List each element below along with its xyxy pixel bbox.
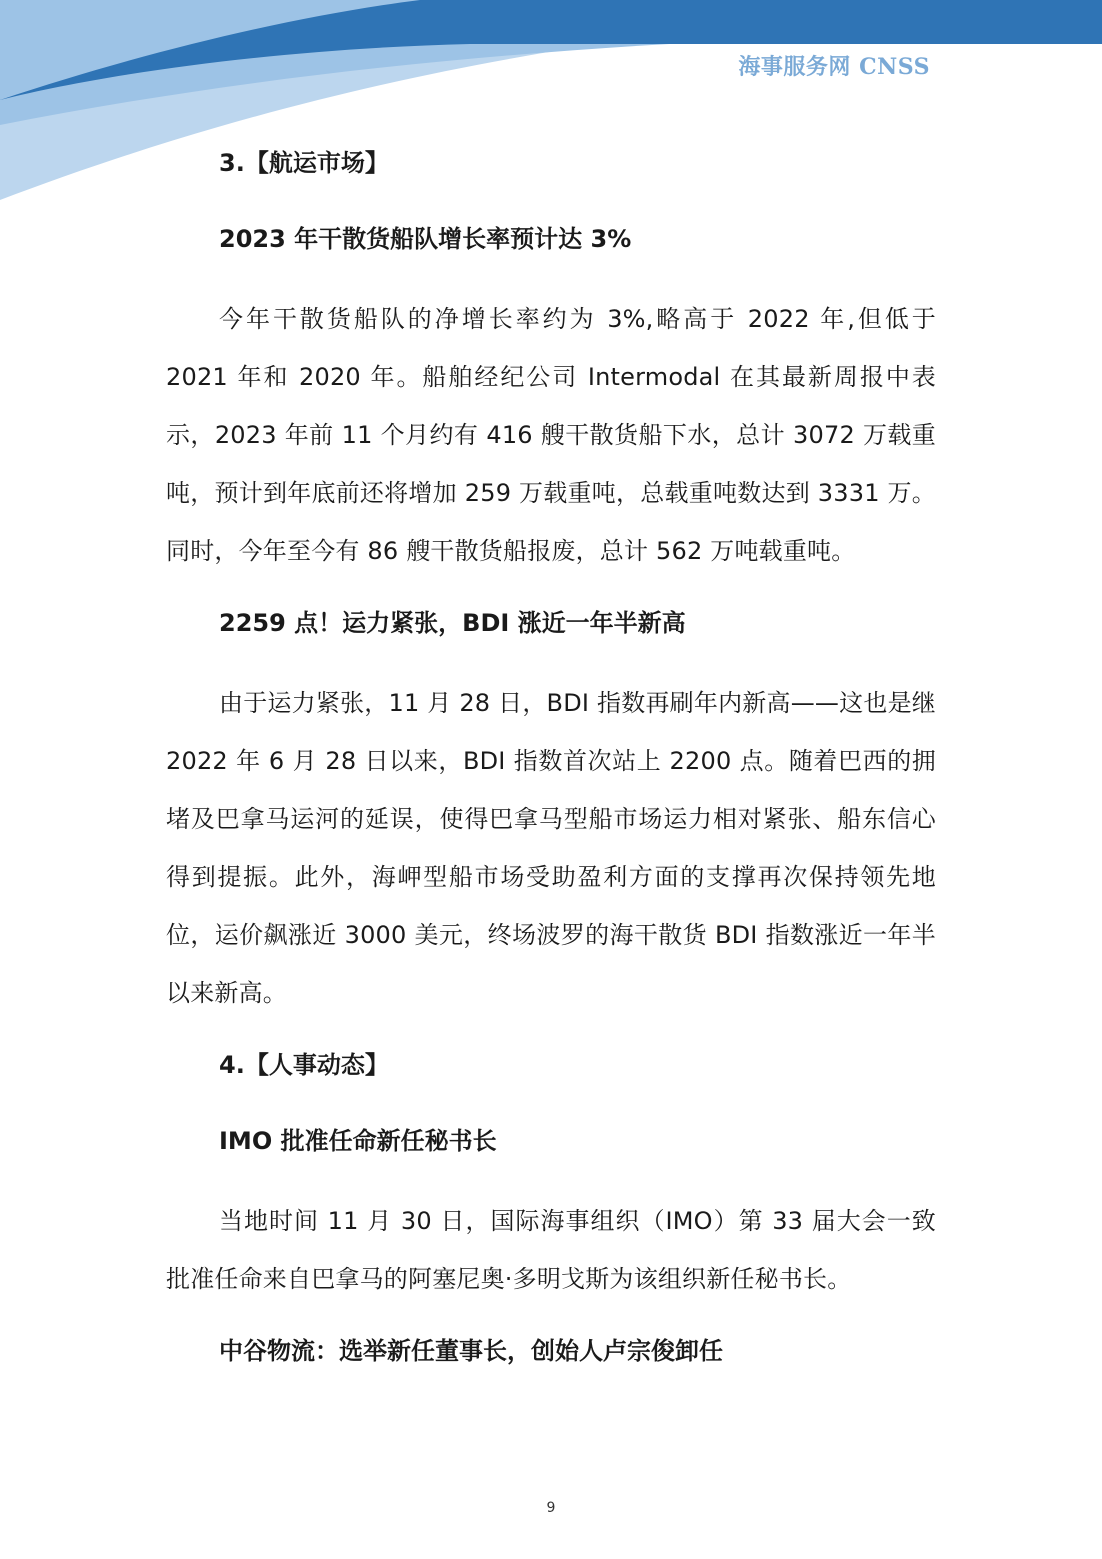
document-body	[166, 138, 936, 1402]
page-number: 9	[546, 1500, 556, 1516]
article-title: IMO 批准任命新任秘书长	[219, 1127, 497, 1155]
article-paragraph: 今年干散货船队的净增长率约为 3%,略高于 2022 年,但低于 2021 年和 2020 年。船舶经纪公司 Intermodal 在其最新周报中表示，2023 年前 11 个月约有 416 艘干散货船下水，总计 3072 万载重吨，预计到年底前还将增加 259 万载重吨，总载重吨数达到 3331 万。同时，今年至今有 86 艘干散货船报废，总计 562 万吨载重吨。	[166, 305, 936, 565]
article-title: 2259 点！运力紧张，BDI 涨近一年半新高	[219, 609, 686, 637]
section-heading-personnel: 4.【人事动态】	[219, 1051, 389, 1079]
article-title: 中谷物流：选举新任董事长，创始人卢宗俊卸任	[219, 1337, 723, 1365]
article-paragraph: 由于运力紧张，11 月 28 日，BDI 指数再刷年内新高——这也是继 2022 年 6 月 28 日以来，BDI 指数首次站上 2200 点。随着巴西的拥堵及巴拿马运河的延误，使得巴拿马型船市场运力相对紧张、船东信心得到提振。此外，海岬型船市场受助盈利方面的支撑再次保持领先地位，运价飙涨近 3000 美元，终场波罗的海干散货 BDI 指数涨近一年半以来新高。	[166, 689, 936, 1007]
article-paragraph: 当地时间 11 月 30 日，国际海事组织（IMO）第 33 届大会一致批准任命来自巴拿马的阿塞尼奥·多明戈斯为该组织新任秘书长。	[166, 1207, 936, 1293]
section-heading-shipping-market: 3.【航运市场】	[219, 149, 389, 177]
brand-logo-text: 海事服务网 CNSS	[738, 54, 930, 80]
article-title: 2023 年干散货船队增长率预计达 3%	[219, 225, 632, 253]
